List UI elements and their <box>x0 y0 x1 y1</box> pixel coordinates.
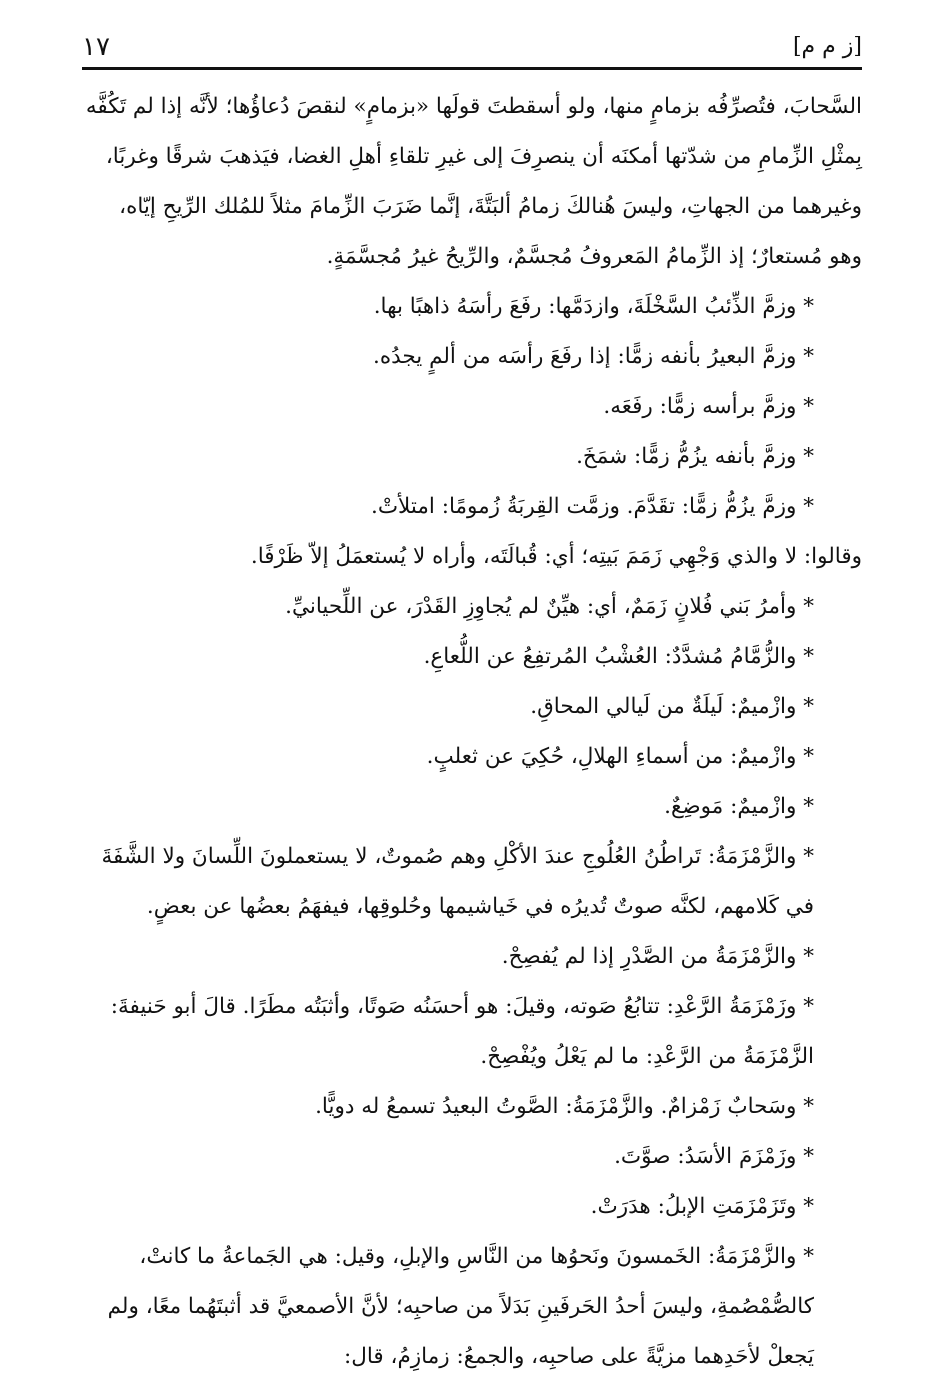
paragraph <box>82 482 862 532</box>
text-line: * وازْميمٌ: مَوضِعٌ. <box>664 794 814 819</box>
text-line: وغيرهما من الجهاتِ، وليسَ هُنالكَ زمامُ ألبَتَّةَ، إنَّما ضَرَبَ الزِّمامَ مثلاً للمُلك الرِّيحِ إيّاه، <box>119 194 862 219</box>
paragraph <box>82 282 862 332</box>
paragraph <box>82 832 862 932</box>
text-line: * وزمَّ البعيرُ بأنفه زمًّا: إذا رفَعَ رأسَه من ألمٍ يجدُه. <box>372 344 814 369</box>
text-line: يَجعلْ لأحَدِهما مزيَّةً على صاحبِه، والجمعُ: زمازِمُ، قال: <box>344 1344 814 1369</box>
text-line: * والزَّمْزَمَةُ: تَراطُنُ العُلُوجِ عندَ الأكْلِ وهم صُموتٌ، لا يستعملونَ اللِّسانَ ولا الشَّفَةَ <box>101 844 814 869</box>
text-line: * وأمرُ بَني فُلانٍ زَمَمٌ، أي: هيِّنٌ لم يُجاوِزِ القَدْرَ، عن اللِّحيانيِّ. <box>285 594 814 619</box>
text-line: وقالوا: لا والذي وَجْهِي زَمَمَ بَيتِه؛ أي: قُبالَتَه، وأراه لا يُستعمَلُ إلاّ ظَرْفًا. <box>250 544 862 569</box>
text-line: * وزمَّ بأنفه يزُمُّ زمًّا: شمَخَ. <box>576 444 814 469</box>
paragraph <box>82 1082 862 1132</box>
text-line: السَّحابَ، فتُصرِّفُه بزمامٍ منها، ولو أسقطتَ قولَها «بزمامٍ» لنقصَ دُعاؤُها؛ لأنَّه إذا لم تَكُفَّه <box>85 94 862 119</box>
root-heading: [ز م م] <box>792 34 862 59</box>
text-line: * والزَّمْزَمَةُ: الخَمسونَ ونَحوُها من النَّاسِ والإبلِ، وقيل: هي الجَماعةُ ما كانتْ، <box>139 1244 814 1269</box>
paragraph <box>82 432 862 482</box>
header-rule <box>82 67 862 70</box>
paragraph <box>82 382 862 432</box>
text-line: * وسَحابٌ زَمْزامٌ. والزَّمْزَمَةُ: الصَّوتُ البعيدُ تسمعُ له دويًّا. <box>315 1094 814 1119</box>
text-line: * وزمَّ الذِّئبُ السَّخْلَةَ، وازدَمَّها: رفَعَ رأسَهُ ذاهبًا بها. <box>373 294 814 319</box>
body-text <box>82 82 862 1382</box>
paragraph <box>82 682 862 732</box>
text-line: * والزَّمْزَمَةُ من الصَّدْرِ إذا لم يُفصِحْ. <box>501 944 814 969</box>
text-line: * وزمَّ برأسه زمًّا: رفَعَه. <box>603 394 814 419</box>
text-line: * وازْميمٌ: لَيلَةٌ من لَيالي المحاقِ. <box>530 694 814 719</box>
text-line: * وزَمْزَمَةُ الرَّعْدِ: تتابُعُ صَوته، وقيلَ: هو أحسَنُه صَوتًا، وأثبَتُه مطَرًا. قالَ أبو حَنيفةَ: <box>110 994 814 1019</box>
text-line: في كَلامهم، لكنَّه صوتٌ تُديرُه في خَياشيمها وحُلوقِها، فيفهَمُ بعضُها عن بعضٍ. <box>146 894 814 919</box>
paragraph <box>82 582 862 632</box>
text-line: * وتَزَمْزَمَتِ الإبلُ: هدَرَتْ. <box>590 1194 814 1219</box>
paragraph <box>82 332 862 382</box>
text-line: * وزمَّ يزُمُّ زمًّا: تقَدَّمَ. وزمَّت القِربَةُ زُمومًا: امتلأتْ. <box>370 494 814 519</box>
text-line: الزَّمْزَمَةُ من الرَّعْدِ: ما لم يَعْلُ ويُفْصِحْ. <box>480 1044 814 1069</box>
paragraph <box>82 732 862 782</box>
paragraph <box>82 1132 862 1182</box>
paragraph <box>82 82 862 282</box>
text-line: * وزَمْزَمَ الأسَدُ: صوَّتَ. <box>614 1144 814 1169</box>
text-line: كالصُّمْصُمةِ، وليسَ أحدُ الحَرفَينِ بَدَلاً من صاحبِه؛ لأنَّ الأصمعيَّ قد أثبتَهُما معًا، ولم <box>107 1294 814 1319</box>
paragraph <box>82 932 862 982</box>
text-line: * والزُّمَّامُ مُشدَّدٌ: العُشْبُ المُرتفِعُ عن اللُّعاعِ. <box>423 644 814 669</box>
paragraph <box>82 982 862 1082</box>
text-line: بِمثْلِ الزِّمامِ من شدّتها أمكنَه أن ينصرِفَ إلى غيرِ تلقاءِ أهلِ الغضا، فيَذهبَ شرقًا وغربًا، <box>105 144 862 169</box>
paragraph <box>82 532 862 582</box>
paragraph <box>82 782 862 832</box>
page-header <box>82 30 862 66</box>
text-line: وهو مُستعارٌ؛ إذ الزِّمامُ المَعروفُ مُجسَّمٌ، والرِّيحُ غيرُ مُجسَّمَةٍ. <box>326 244 862 269</box>
text-line: * وازْميمٌ: من أسماءِ الهلالِ، حُكِيَ عن ثعلبٍ. <box>426 744 814 769</box>
paragraph <box>82 1232 862 1382</box>
paragraph <box>82 1182 862 1232</box>
paragraph <box>82 632 862 682</box>
page-number: ١٧ <box>82 32 110 62</box>
